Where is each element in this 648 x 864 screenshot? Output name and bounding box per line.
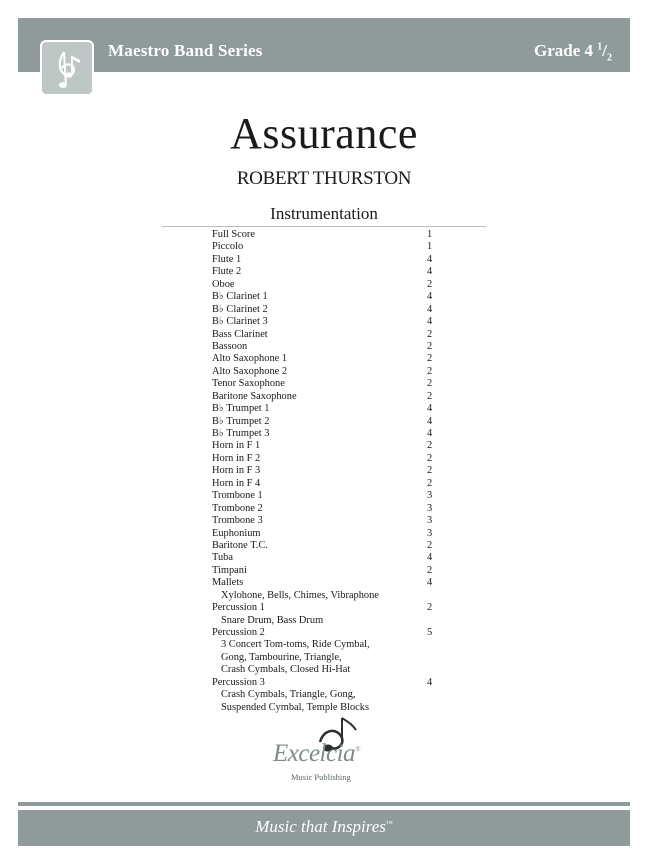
instrument-row — [212, 254, 442, 266]
footer-line — [18, 802, 630, 806]
instrument-quantity: 2 — [427, 328, 433, 340]
instrument-row — [212, 416, 442, 428]
instrument-row — [212, 304, 442, 316]
instrument-row — [212, 440, 442, 452]
instrument-quantity: 2 — [427, 353, 433, 365]
trademark-mark: ™ — [385, 819, 393, 828]
instrument-quantity: 3 — [427, 515, 433, 527]
instrument-detail: 3 Concert Tom-toms, Ride Cymbal, — [221, 639, 370, 651]
instrument-row — [212, 391, 442, 403]
instrument-name: Euphonium — [212, 527, 261, 539]
instrument-name: Trombone 2 — [212, 502, 263, 514]
instrument-name: Bass Clarinet — [212, 328, 268, 340]
instrument-row — [212, 453, 442, 465]
instrument-quantity: 2 — [427, 477, 433, 489]
instrument-quantity: 2 — [427, 465, 433, 477]
instrument-name: B♭ Clarinet 3 — [212, 316, 268, 328]
publisher-name — [273, 740, 360, 768]
instrument-name: B♭ Trumpet 2 — [212, 415, 270, 427]
instrument-row — [212, 353, 442, 365]
series-logo — [40, 40, 94, 96]
instrument-name: Baritone Saxophone — [212, 390, 297, 402]
instrument-quantity: 5 — [427, 627, 433, 638]
footer-tagline — [0, 817, 648, 837]
instrument-name: B♭ Trumpet 1 — [212, 403, 270, 415]
instrument-row — [212, 229, 442, 241]
instrument-row — [212, 428, 442, 440]
instrument-detail: Crash Cymbals, Closed Hi-Hat — [221, 664, 351, 676]
instrument-name: Tuba — [212, 552, 233, 564]
series-name: Maestro Band Series — [108, 41, 263, 60]
grade-fraction-numerator: 1 — [597, 41, 603, 53]
instrument-name: Horn in F 4 — [212, 477, 261, 489]
instrument-name: Oboe — [212, 278, 235, 290]
instrument-quantity: 1 — [427, 229, 433, 240]
instrument-quantity: 2 — [427, 452, 433, 464]
instrument-quantity: 4 — [427, 316, 433, 328]
instrument-row — [212, 490, 442, 502]
publisher-name-text: Excelcia — [273, 740, 356, 767]
instrument-name: Tenor Saxophone — [212, 378, 285, 390]
instrument-row — [212, 266, 442, 278]
instrument-detail: Gong, Tambourine, Triangle, — [221, 651, 342, 663]
instrument-name: Horn in F 3 — [212, 465, 261, 477]
instrument-row — [212, 316, 442, 328]
instrument-detail: Xylohone, Bells, Chimes, Vibraphone — [221, 589, 379, 601]
instrument-name: Horn in F 1 — [212, 440, 261, 452]
instrument-row — [212, 478, 442, 490]
grade-label: Grade 4 $^1/_2$ — [533, 41, 612, 64]
instrument-name: B♭ Clarinet 1 — [212, 291, 268, 303]
instrument-name: B♭ Clarinet 2 — [212, 303, 268, 315]
instrument-row — [212, 366, 442, 378]
instrument-quantity: 3 — [427, 490, 433, 502]
instrument-name: Percussion 1 — [212, 602, 265, 614]
instrument-quantity: 4 — [427, 253, 433, 265]
instrument-name: Piccolo — [212, 241, 244, 253]
instrument-name: Horn in F 2 — [212, 452, 261, 464]
instrument-quantity: 4 — [427, 552, 433, 564]
instrument-name: Percussion 2 — [212, 627, 265, 638]
instrumentation-list — [212, 229, 442, 714]
registered-mark: ® — [355, 745, 360, 754]
instrument-quantity: 2 — [427, 440, 433, 452]
instrument-row — [212, 329, 442, 341]
instrument-name: Baritone T.C. — [212, 539, 268, 551]
instrument-quantity: 2 — [427, 378, 433, 390]
instrument-name: Trombone 3 — [212, 515, 263, 527]
instrument-quantity: 4 — [427, 415, 433, 427]
instrument-name: Alto Saxophone 1 — [212, 353, 288, 365]
piece-title: Assurance — [230, 109, 418, 158]
instrument-quantity: 4 — [427, 428, 433, 439]
instrument-quantity: 2 — [427, 365, 433, 377]
instrument-row — [212, 627, 442, 639]
instrument-quantity: 2 — [427, 340, 433, 352]
instrument-name: Percussion 3 — [212, 676, 265, 688]
publisher-subtitle: Music Publishing — [291, 772, 351, 782]
instrument-row — [212, 577, 442, 589]
instrument-name: Alto Saxophone 2 — [212, 365, 288, 377]
instrument-quantity: 4 — [427, 266, 433, 278]
tagline-text: Music that Inspires — [255, 817, 386, 836]
instrument-quantity: 3 — [427, 502, 433, 514]
instrument-row — [212, 279, 442, 291]
instrument-name: Mallets — [212, 577, 244, 589]
instrument-name: B♭ Trumpet 3 — [212, 428, 270, 439]
instrument-quantity: 4 — [427, 676, 433, 688]
instrument-row — [212, 540, 442, 552]
grade-fraction-denominator: 2 — [607, 52, 612, 64]
instrument-detail: Crash Cymbals, Triangle, Gong, — [221, 689, 356, 701]
instrumentation-heading: Instrumentation — [270, 204, 378, 223]
instrument-quantity: 4 — [427, 577, 433, 589]
instrument-name: Trombone 1 — [212, 490, 263, 502]
instrument-quantity: 2 — [427, 278, 433, 290]
instrument-quantity: 4 — [427, 291, 433, 303]
composer-name: ROBERT THURSTON — [236, 168, 412, 189]
instrument-row — [212, 515, 442, 527]
instrument-quantity: 3 — [427, 527, 433, 539]
instrument-quantity: 1 — [427, 241, 433, 253]
instrument-row — [212, 241, 442, 253]
instrument-row — [212, 341, 442, 353]
grade-text: Grade 4 — [533, 41, 594, 60]
instrument-row — [212, 465, 442, 477]
instrument-row — [212, 403, 442, 415]
instrument-quantity: 2 — [427, 390, 433, 402]
instrument-row — [212, 378, 442, 390]
instrument-name: Timpani — [212, 564, 247, 576]
instrument-name: Bassoon — [212, 340, 248, 352]
instrument-row — [212, 528, 442, 540]
instrument-quantity: 2 — [427, 602, 433, 614]
instrument-quantity: 2 — [427, 539, 433, 551]
instrument-quantity: 4 — [427, 303, 433, 315]
instrument-name: Flute 2 — [212, 266, 242, 278]
instrument-row — [212, 677, 442, 689]
heading-divider — [162, 226, 486, 227]
instrument-row — [212, 291, 442, 303]
instrument-name: Flute 1 — [212, 253, 242, 265]
instrument-row — [212, 552, 442, 564]
instrument-row — [212, 503, 442, 515]
instrument-row — [212, 602, 442, 614]
instrument-detail: Suspended Cymbal, Temple Blocks — [221, 701, 369, 713]
instrument-row — [212, 565, 442, 577]
instrument-name: Full Score — [212, 229, 256, 240]
instrument-quantity: 2 — [427, 564, 433, 576]
instrument-quantity: 4 — [427, 403, 433, 415]
music-clef-note-icon — [50, 48, 86, 90]
instrument-detail: Snare Drum, Bass Drum — [221, 614, 324, 626]
